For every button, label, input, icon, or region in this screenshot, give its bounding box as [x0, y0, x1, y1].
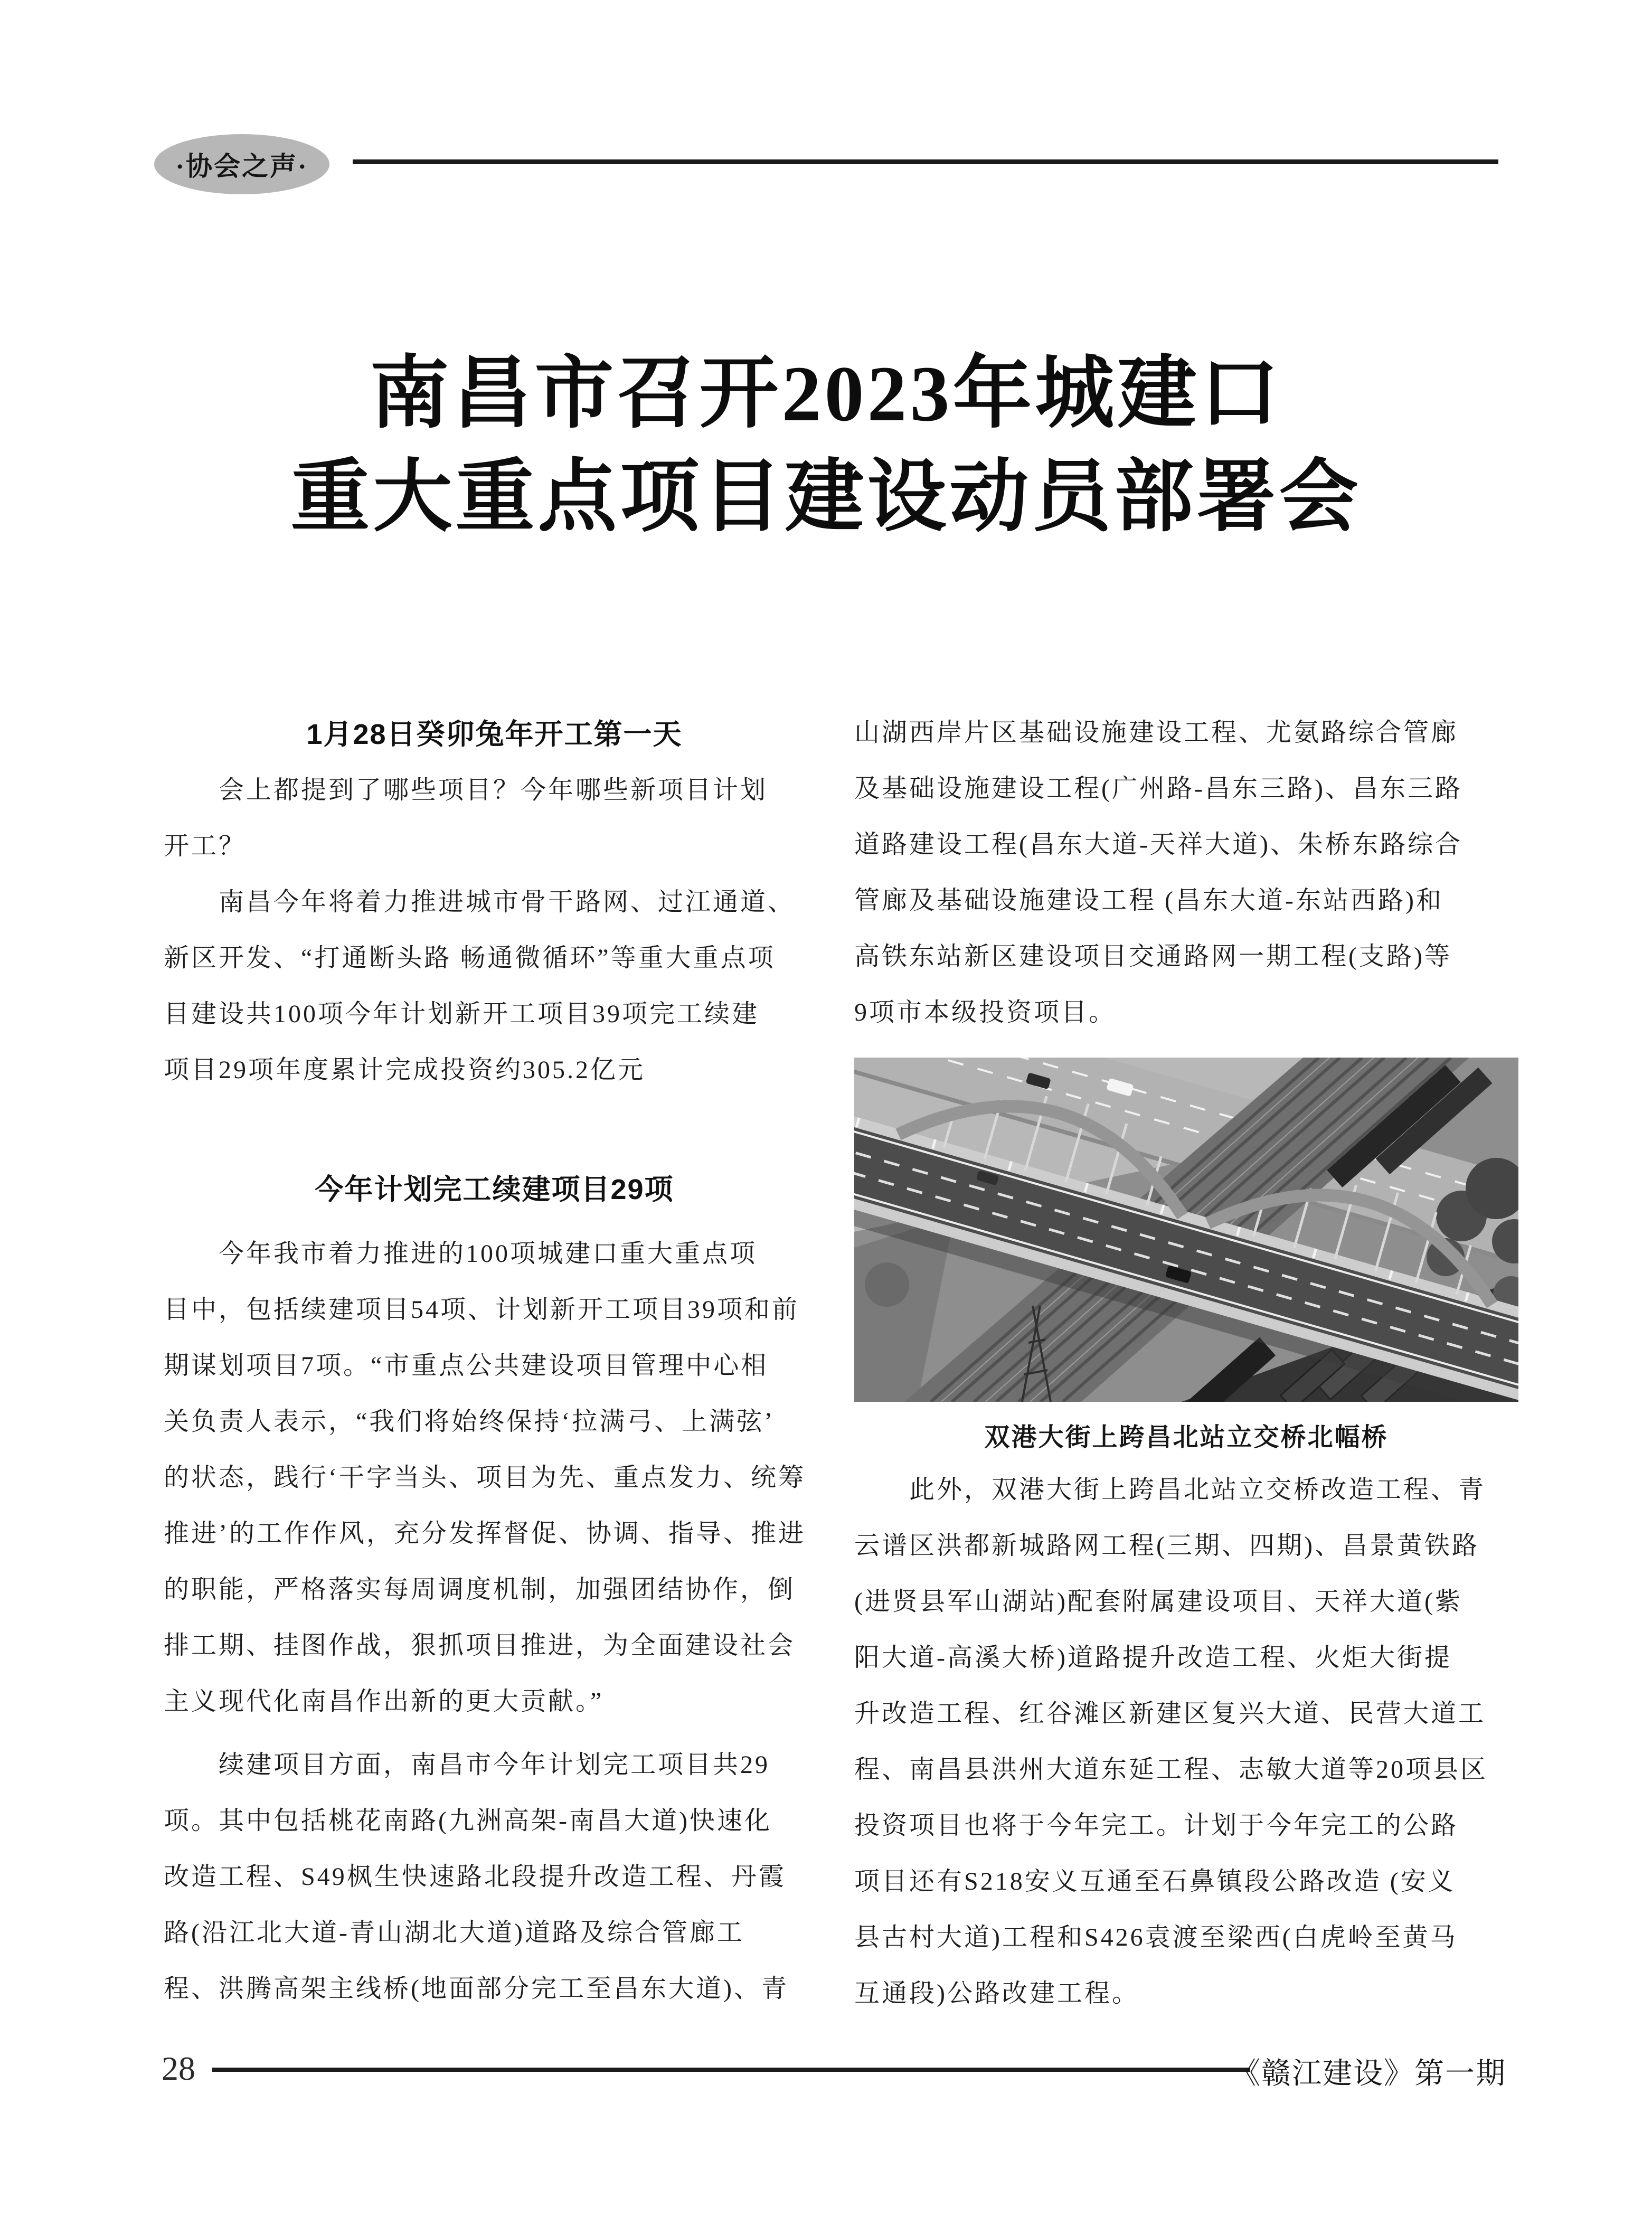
text-line: 云谱区洪都新城路网工程(三期、四期)、昌景黄铁路	[854, 1532, 1479, 1560]
text-line: 的状态，践行‘干字当头、项目为先、重点发力、统筹	[164, 1464, 806, 1492]
text-line: 项目还有S218安义互通至石鼻镇段公路改造 (安义	[854, 1867, 1456, 1895]
text-line: 道路建设工程(昌东大道-天祥大道)、朱桥东路综合	[854, 831, 1462, 859]
text-line: 项目29项年度累计完成投资约305.2亿元	[164, 1056, 646, 1084]
section-badge	[154, 134, 329, 194]
paragraph-overview	[164, 874, 825, 1098]
right-column	[854, 705, 1518, 2022]
footer-rule	[212, 2068, 1250, 2072]
text-line: 投资项目也将于今年完工。计划于今年完工的公路	[854, 1812, 1459, 1840]
text-line: 排工期、挂图作战，狠抓项目推进，为全面建设社会	[164, 1631, 796, 1659]
text-line: 南昌今年将着力推进城市骨干路网、过江通道、	[164, 888, 796, 916]
text-line: 目中，包括续建项目54项、计划新开工项目39项和前	[164, 1296, 800, 1324]
text-line: 高铁东站新区建设项目交通路网一期工程(支路)等	[854, 942, 1452, 970]
text-line: (进贤县军山湖站)配套附属建设项目、天祥大道(紫	[854, 1588, 1462, 1616]
footer-issue-label: 《赣江建设》第一期	[1231, 2058, 1506, 2090]
text-line: 升改造工程、红谷滩区新建区复兴大道、民营大道工	[854, 1700, 1486, 1728]
header-rule	[353, 159, 1498, 164]
text-line: 山湖西岸片区基础设施建设工程、尤氨路综合管廊	[854, 719, 1459, 747]
text-line: 期谋划项目7项。“市重点公共建设项目管理中心相	[164, 1352, 769, 1380]
text-line: 阳大道-高溪大桥)道路提升改造工程、火炬大街提	[854, 1644, 1452, 1672]
paragraph-county-projects	[854, 1462, 1518, 2022]
text-line: 程、南昌县洪州大道东延工程、志敏大道等20项县区	[854, 1756, 1488, 1784]
text-line: 目建设共100项今年计划新开工项目39项完工续建	[164, 1000, 760, 1028]
left-column	[164, 706, 825, 2017]
text-line: 开工？	[164, 832, 247, 860]
photo-caption: 双港大街上跨昌北站立交桥北幅桥	[984, 1423, 1389, 1451]
text-line: 程、洪腾高架主线桥(地面部分完工至昌东大道)、青	[164, 1975, 789, 2003]
paragraph-municipal-projects	[854, 705, 1518, 1041]
subheading-opening-day: 1月28日癸卯兔年开工第一天	[306, 719, 683, 750]
text-line: 改造工程、S49枫生快速路北段提升改造工程、丹霞	[164, 1863, 786, 1891]
text-line: 县古村大道)工程和S426袁渡至梁西(白虎岭至黄马	[854, 1923, 1458, 1951]
text-line: 今年我市着力推进的100项城建口重大重点项	[164, 1240, 758, 1268]
article-title-line2: 重大重点项目建设动员部署会	[290, 454, 1362, 541]
subheading-29-projects: 今年计划完工续建项目29项	[315, 1174, 674, 1205]
text-line: 及基础设施建设工程(广州路-昌东三路)、昌东三路	[854, 775, 1462, 803]
article-title-line1: 南昌市召开2023年城建口	[370, 350, 1282, 438]
text-line: 推进’的工作作风，充分发挥督促、协调、指导、推进	[164, 1520, 806, 1548]
text-line: 续建项目方面，南昌市今年计划完工项目共29	[164, 1751, 770, 1779]
text-line: 此外，双港大街上跨昌北站立交桥改造工程、青	[854, 1476, 1486, 1504]
text-line: 新区开发、“打通断头路 畅通微循环”等重大重点项	[164, 944, 776, 972]
paragraph-officials-quote	[164, 1226, 825, 1730]
text-line: 互通段)公路改建工程。	[854, 1979, 1139, 2007]
text-line: 关负责人表示，“我们将始终保持‘拉满弓、上满弦’	[164, 1408, 775, 1436]
paragraph-continued-projects	[164, 1737, 825, 2017]
text-line: 主义现代化南昌作出新的更大贡献。”	[164, 1687, 604, 1715]
article-title	[0, 342, 1652, 549]
page-number: 28	[162, 2050, 195, 2087]
text-line: 的职能，严格落实每周调度机制，加强团结协作，倒	[164, 1576, 796, 1604]
paragraph-questions	[164, 762, 825, 874]
text-line: 会上都提到了哪些项目？今年哪些新项目计划	[164, 776, 768, 804]
text-line: 路(沿江北大道-青山湖北大道)道路及综合管廊工	[164, 1919, 744, 1947]
bridge-photo-illustration	[854, 1058, 1518, 1402]
bridge-photo	[854, 1058, 1518, 1402]
text-line: 9项市本级投资项目。	[854, 998, 1117, 1026]
section-badge-label: ·协会之声·	[175, 152, 308, 181]
text-line: 项。其中包括桃花南路(九洲高架-南昌大道)快速化	[164, 1807, 772, 1835]
text-line: 管廊及基础设施建设工程 (昌东大道-东站西路)和	[854, 886, 1443, 914]
